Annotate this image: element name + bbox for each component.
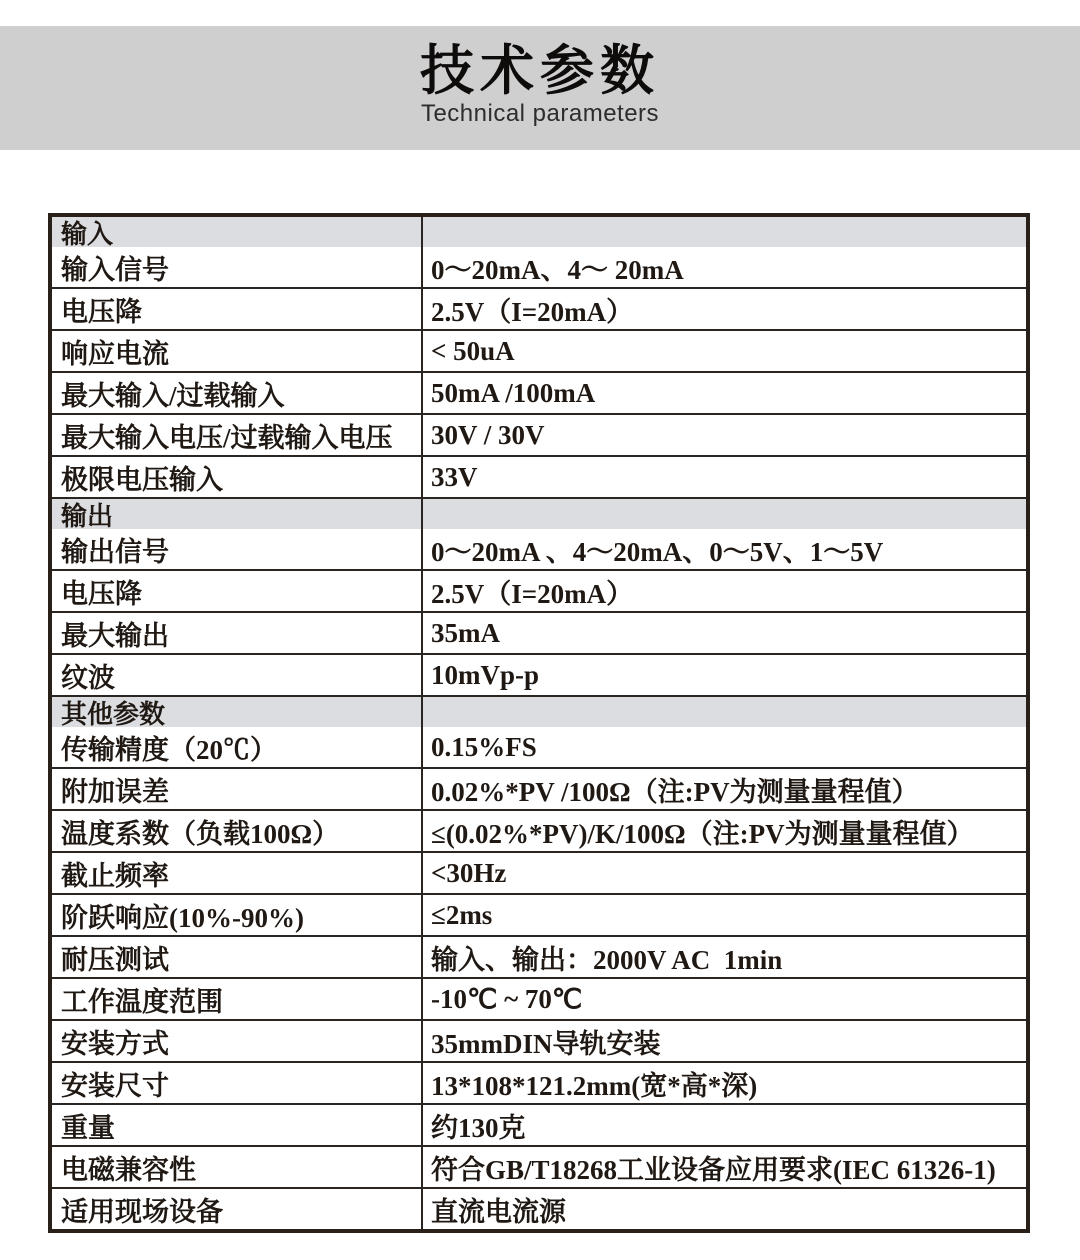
param-value: 0～20mA 、4～20mA、0～5V、1～5V bbox=[431, 536, 884, 567]
table-row bbox=[52, 247, 1026, 289]
table-row bbox=[52, 457, 1026, 499]
param-label: 响应电流 bbox=[52, 331, 423, 371]
param-value: 33V bbox=[431, 461, 478, 492]
table-row bbox=[52, 1189, 1026, 1229]
param-value: 0.02%*PV /100Ω（注:PV为测量量程值） bbox=[431, 776, 919, 807]
param-value: 符合GB/T18268工业设备应用要求(IEC 61326-1) bbox=[431, 1154, 996, 1185]
param-label: 输出信号 bbox=[52, 529, 423, 569]
param-label: 适用现场设备 bbox=[52, 1189, 423, 1229]
param-label: 电压降 bbox=[52, 289, 423, 329]
param-label: 最大输入/过载输入 bbox=[52, 373, 423, 413]
param-label: 最大输出 bbox=[52, 613, 423, 653]
param-label: 电磁兼容性 bbox=[52, 1147, 423, 1187]
table-row bbox=[52, 937, 1026, 979]
table-row bbox=[52, 331, 1026, 373]
page-title: 技术参数 bbox=[420, 41, 660, 101]
table-row bbox=[52, 415, 1026, 457]
param-value: 10mVp-p bbox=[431, 659, 540, 690]
table-row bbox=[52, 811, 1026, 853]
title-band bbox=[0, 26, 1080, 150]
param-label: 电压降 bbox=[52, 571, 423, 611]
param-label: 输入信号 bbox=[52, 247, 423, 287]
param-label: 最大输入电压/过载输入电压 bbox=[52, 415, 423, 455]
param-value: 35mA bbox=[431, 617, 500, 648]
param-value bbox=[423, 499, 1026, 529]
param-value bbox=[423, 217, 1026, 247]
table-row bbox=[52, 529, 1026, 571]
param-value: ≤2ms bbox=[431, 899, 493, 930]
table-row bbox=[52, 979, 1026, 1021]
parameters-table bbox=[48, 213, 1030, 1233]
param-label: 极限电压输入 bbox=[52, 457, 423, 497]
param-value: 50mA /100mA bbox=[431, 377, 596, 408]
table-row bbox=[52, 1147, 1026, 1189]
table-row bbox=[52, 571, 1026, 613]
param-value: 约130克 bbox=[431, 1112, 526, 1143]
table-row bbox=[52, 727, 1026, 769]
param-value: 35mmDIN导轨安装 bbox=[431, 1028, 661, 1059]
page-subtitle: Technical parameters bbox=[420, 100, 660, 127]
param-value: 2.5V（I=20mA） bbox=[431, 578, 634, 609]
param-label: 重量 bbox=[52, 1105, 423, 1145]
table-row bbox=[52, 373, 1026, 415]
section-title: 输入 bbox=[52, 217, 423, 247]
table-row bbox=[52, 1063, 1026, 1105]
param-value: 直流电流源 bbox=[431, 1196, 566, 1227]
section-title: 输出 bbox=[52, 499, 423, 529]
param-label: 耐压测试 bbox=[52, 937, 423, 977]
param-value: 13*108*121.2mm(宽*高*深) bbox=[431, 1070, 758, 1101]
table-row bbox=[52, 895, 1026, 937]
param-value: ≤(0.02%*PV)/K/100Ω（注:PV为测量量程值） bbox=[431, 818, 974, 849]
param-value: 0～20mA、4～ 20mA bbox=[431, 254, 684, 285]
section-title: 其他参数 bbox=[52, 697, 423, 727]
param-value: 2.5V（I=20mA） bbox=[431, 296, 634, 327]
param-value: <30Hz bbox=[431, 857, 507, 888]
param-value bbox=[423, 697, 1026, 727]
param-label: 工作温度范围 bbox=[52, 979, 423, 1019]
param-value: < 50uA bbox=[431, 335, 515, 366]
param-label: 温度系数（负载100Ω） bbox=[52, 811, 423, 851]
table-row bbox=[52, 853, 1026, 895]
table-row bbox=[52, 769, 1026, 811]
table-row bbox=[52, 613, 1026, 655]
param-label: 安装尺寸 bbox=[52, 1063, 423, 1103]
param-value: -10℃ ~ 70℃ bbox=[431, 983, 583, 1014]
param-label: 传输精度（20℃） bbox=[52, 727, 423, 767]
param-value: 输入、输出：2000V AC 1min bbox=[431, 944, 783, 975]
table-row bbox=[52, 289, 1026, 331]
section-header-row bbox=[52, 697, 1026, 727]
param-label: 安装方式 bbox=[52, 1021, 423, 1061]
param-label: 阶跃响应(10%-90%) bbox=[52, 895, 423, 935]
table-row bbox=[52, 655, 1026, 697]
param-value: 30V / 30V bbox=[431, 419, 545, 450]
table-row bbox=[52, 1105, 1026, 1147]
table-row bbox=[52, 1021, 1026, 1063]
section-header-row bbox=[52, 499, 1026, 529]
param-label: 纹波 bbox=[52, 655, 423, 695]
section-header-row bbox=[52, 217, 1026, 247]
param-label: 截止频率 bbox=[52, 853, 423, 893]
param-value: 0.15%FS bbox=[431, 731, 537, 762]
param-label: 附加误差 bbox=[52, 769, 423, 809]
